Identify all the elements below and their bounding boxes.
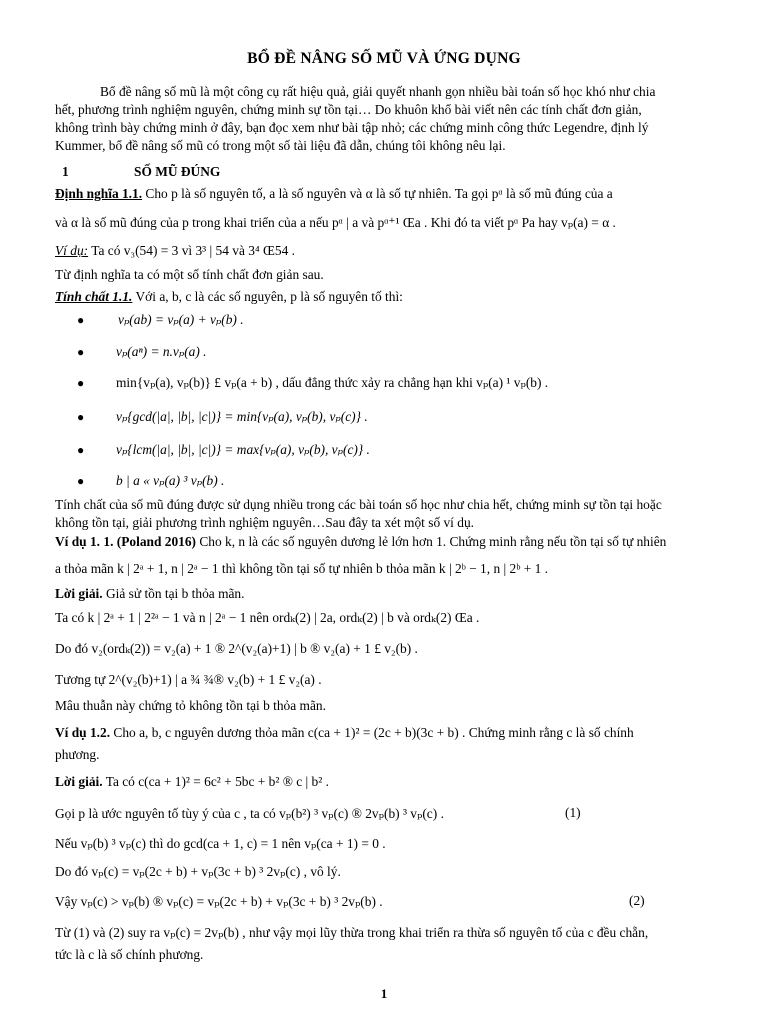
property-item-1: vₚ(ab) = vₚ(a) + vₚ(b) . — [118, 312, 244, 327]
bullet-icon: ● — [77, 443, 85, 457]
property-item-6: b | a « vₚ(a) ³ vₚ(b) . — [116, 473, 225, 488]
solution-label: Lời giải. — [55, 774, 103, 789]
definition-label: Định nghĩa 1.1. — [55, 186, 143, 201]
usage-line-1: Tính chất của số mũ đúng được sử dụng nhiều trong các bài toán số học như chia hết, chứng minh sự tồn tại hoặc — [55, 497, 662, 512]
example-intro-label: Ví dụ: — [55, 243, 89, 258]
definition-line-2: và α là số mũ đúng của p trong khai triển của a nếu pᵅ | a và pᵅ⁺¹ Œa . Khi đó ta viết pᵅ Pa hay vₚ(a) = α . — [55, 215, 616, 230]
example2-statement: Cho a, b, c nguyên dương thỏa mãn c(ca + 1)² = (2c + b)(3c + b) . Chứng minh rằng c là số chính — [110, 725, 634, 740]
bullet-icon: ● — [77, 376, 85, 390]
property-item-2: vₚ(aⁿ) = n.vₚ(a) . — [116, 344, 207, 359]
intro-line-4: Kummer, bổ đề nâng số mũ có trong một số tài liệu đã dẫn, chúng tôi không nêu lại. — [55, 138, 506, 153]
example2-step-4: Vậy vₚ(c) > vₚ(b) ® vₚ(c) = vₚ(2c + b) + vₚ(3c + b) ³ 2vₚ(b) . — [55, 894, 383, 909]
example1-statement: Cho k, n là các số nguyên dương lẻ lớn hơn 1. Chứng minh rằng nếu tồn tại số tự nhiên — [196, 534, 667, 549]
property-heading — [55, 288, 403, 305]
section-title: SỐ MŨ ĐÚNG — [134, 164, 221, 179]
example1-heading — [55, 533, 666, 550]
example1-step-1: Ta có k | 2ᵃ + 1 | 2²ᵃ − 1 và n | 2ᵃ − 1 nên ordₖ(2) | 2a, ordₖ(2) | b và ordₖ(2) Œa . — [55, 610, 480, 625]
equation-tag-1: (1) — [565, 805, 581, 820]
example2-step-2: Nếu vₚ(b) ³ vₚ(c) thì do gcd(ca + 1, c) = 1 nên vₚ(ca + 1) = 0 . — [55, 836, 386, 851]
example1-label: Ví dụ 1. 1. (Poland 2016) — [55, 534, 196, 549]
document-title: BỔ ĐỀ NÂNG SỐ MŨ VÀ ỨNG DỤNG — [247, 50, 521, 67]
solution-text: Ta có c(ca + 1)² = 6c² + 5bc + b² ® c | b² . — [102, 774, 329, 789]
page-number: 1 — [380, 986, 388, 1001]
bullet-icon: ● — [77, 410, 85, 424]
property-text: Với a, b, c là các số nguyên, p là số nguyên tố thì: — [132, 289, 403, 304]
example2-solution-heading — [55, 773, 329, 790]
bullet-icon: ● — [77, 313, 85, 327]
property-item-5: vₚ{lcm(|a|, |b|, |c|)} = max{vₚ(a), vₚ(b), vₚ(c)} . — [116, 442, 370, 457]
bullet-icon: ● — [77, 474, 85, 488]
example1-step-3: Tương tự 2^(v₂(b)+1) | a ¾ ¾® v₂(b) + 1 £ v₂(a) . — [55, 672, 322, 687]
solution-text: Giả sử tồn tại b thỏa mãn. — [102, 586, 245, 601]
example2-step-6: tức là c là số chính phương. — [55, 947, 204, 962]
example2-step-1: Gọi p là ước nguyên tố tùy ý của c , ta có vₚ(b²) ³ vₚ(c) ® 2vₚ(b) ³ vₚ(c) . — [55, 806, 444, 821]
example2-label: Ví dụ 1.2. — [55, 725, 111, 740]
intro-line-2: hết, phương trình nghiệm nguyên, chứng minh sự tồn tại… Do khuôn khổ bài viết nên các tính chất đơn giản, — [55, 102, 642, 117]
example1-step-2: Do đó v₂(ordₖ(2)) = v₂(a) + 1 ® 2^(v₂(a)+1) | b ® v₂(a) + 1 £ v₂(b) . — [55, 641, 418, 656]
intro-line-1: Bổ đề nâng số mũ là một công cụ rất hiệu quả, giải quyết nhanh gọn nhiều bài toán số học khó như chia — [100, 84, 656, 99]
example1-solution-heading — [55, 585, 244, 602]
equation-tag-2: (2) — [629, 893, 645, 908]
example1-step-4: Mâu thuẫn này chứng tỏ không tồn tại b thỏa mãn. — [55, 698, 326, 713]
usage-line-2: không tồn tại, giải phương trình nghiệm nguyên…Sau đây ta xét một số ví dụ. — [55, 515, 474, 530]
example-intro-text: Ta có v₃(54) = 3 vì 3³ | 54 và 3⁴ Œ54 . — [88, 243, 295, 258]
example2-step-3: Do đó vₚ(c) = vₚ(2c + b) + vₚ(3c + b) ³ 2vₚ(c) , vô lý. — [55, 864, 341, 879]
definition-line-1 — [55, 185, 613, 202]
section-number: 1 — [62, 164, 69, 179]
definition-text: Cho p là số nguyên tố, a là số nguyên và α là số tự nhiên. Ta gọi pᵅ là số mũ đúng của a — [142, 186, 613, 201]
property-item-3: min{vₚ(a), vₚ(b)} £ vₚ(a + b) , dấu đẳng thức xảy ra chẳng hạn khi vₚ(a) ¹ vₚ(b) . — [116, 375, 549, 390]
intro-line-3: không trình bày chứng minh ở đây, bạn đọc xem như bài tập nhỏ; các chứng minh công thức Legendre, định lý — [55, 120, 649, 135]
example1-statement-2: a thỏa mãn k | 2ᵃ + 1, n | 2ᵃ − 1 thì không tồn tại số tự nhiên b thỏa mãn k | 2ᵇ − 1, n | 2ᵇ + 1 . — [55, 561, 549, 576]
example2-step-5: Từ (1) và (2) suy ra vₚ(c) = 2vₚ(b) , như vậy mọi lũy thừa trong khai triển ra thừa số nguyên tố của c đều chẵn, — [55, 925, 649, 940]
property-label: Tính chất 1.1. — [55, 289, 133, 304]
definition-remark: Từ định nghĩa ta có một số tính chất đơn giản sau. — [55, 267, 324, 282]
property-item-4: vₚ{gcd(|a|, |b|, |c|)} = min{vₚ(a), vₚ(b), vₚ(c)} . — [116, 409, 368, 424]
example-intro — [55, 242, 295, 259]
example2-statement-2: phương. — [55, 747, 100, 762]
solution-label: Lời giải. — [55, 586, 103, 601]
bullet-icon: ● — [77, 345, 85, 359]
example2-heading — [55, 724, 634, 741]
